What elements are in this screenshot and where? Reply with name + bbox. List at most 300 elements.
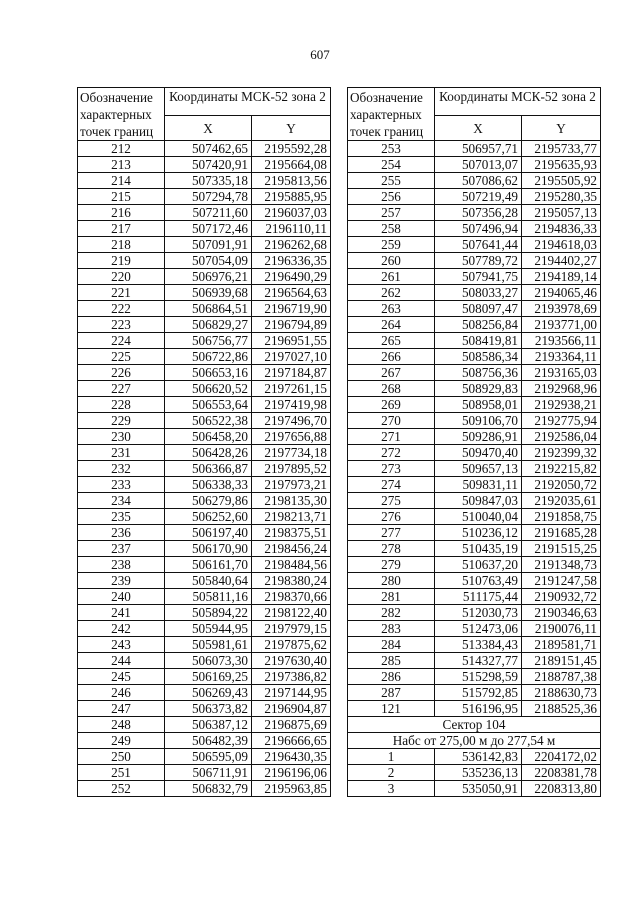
x-coordinate: 508097,47: [435, 301, 522, 317]
x-coordinate: 507420,91: [165, 157, 252, 173]
y-coordinate: 2196336,35: [252, 253, 331, 269]
x-coordinate: 510236,12: [435, 525, 522, 541]
table-row: [348, 141, 601, 157]
table-row: [78, 221, 331, 237]
y-coordinate: 2198370,66: [252, 589, 331, 605]
x-coordinate: 507086,62: [435, 173, 522, 189]
table-row: [78, 253, 331, 269]
y-coordinate: 2190932,72: [522, 589, 601, 605]
point-number: 254: [348, 157, 435, 173]
point-number: 281: [348, 589, 435, 605]
table-row: [348, 605, 601, 621]
point-number: 271: [348, 429, 435, 445]
y-coordinate: 2197144,95: [252, 685, 331, 701]
table-row: [348, 541, 601, 557]
point-number: 282: [348, 605, 435, 621]
y-coordinate: 2192968,96: [522, 381, 601, 397]
y-coordinate: 2197979,15: [252, 621, 331, 637]
table-row: [78, 317, 331, 333]
table-row: [78, 765, 331, 781]
y-coordinate: 2197895,52: [252, 461, 331, 477]
y-coordinate: 2192938,21: [522, 397, 601, 413]
y-coordinate: 2198135,30: [252, 493, 331, 509]
table-row: [78, 349, 331, 365]
x-coordinate: 506864,51: [165, 301, 252, 317]
point-number: 269: [348, 397, 435, 413]
x-coordinate: 506373,82: [165, 701, 252, 717]
table-row: [78, 605, 331, 621]
point-number: 219: [78, 253, 165, 269]
table-row: [348, 445, 601, 461]
y-coordinate: 2196490,29: [252, 269, 331, 285]
table-row: [348, 317, 601, 333]
point-number: 265: [348, 333, 435, 349]
table-row: [78, 637, 331, 653]
x-coordinate: 513384,43: [435, 637, 522, 653]
sector-row: [348, 717, 601, 733]
table-row: [78, 653, 331, 669]
y-coordinate: 2192399,32: [522, 445, 601, 461]
y-coordinate: 2197419,98: [252, 397, 331, 413]
x-coordinate: 507294,78: [165, 189, 252, 205]
point-number: 212: [78, 141, 165, 157]
point-number: 232: [78, 461, 165, 477]
point-number: 284: [348, 637, 435, 653]
y-coordinate: 2188525,36: [522, 701, 601, 717]
x-coordinate: 506653,16: [165, 365, 252, 381]
y-coordinate: 2197261,15: [252, 381, 331, 397]
x-coordinate: 511175,44: [435, 589, 522, 605]
x-coordinate: 509831,11: [435, 477, 522, 493]
point-number: 250: [78, 749, 165, 765]
x-coordinate: 506976,21: [165, 269, 252, 285]
x-coordinate: 505840,64: [165, 573, 252, 589]
header-y: Y: [252, 116, 331, 141]
y-coordinate: 2194618,03: [522, 237, 601, 253]
table-row: [348, 285, 601, 301]
y-coordinate: 2195733,77: [522, 141, 601, 157]
point-number: 241: [78, 605, 165, 621]
point-number: 275: [348, 493, 435, 509]
x-coordinate: 506957,71: [435, 141, 522, 157]
x-coordinate: 506939,68: [165, 285, 252, 301]
table-row: [78, 205, 331, 221]
table-row: [348, 493, 601, 509]
y-coordinate: 2204172,02: [522, 749, 601, 765]
point-number: 268: [348, 381, 435, 397]
table-row: [348, 157, 601, 173]
point-number: 229: [78, 413, 165, 429]
y-coordinate: 2193978,69: [522, 301, 601, 317]
point-number: 253: [348, 141, 435, 157]
y-coordinate: 2192050,72: [522, 477, 601, 493]
table-row: [78, 365, 331, 381]
table-row: [348, 189, 601, 205]
point-number: 277: [348, 525, 435, 541]
y-coordinate: 2192035,61: [522, 493, 601, 509]
y-coordinate: 2196110,11: [252, 221, 331, 237]
table-row: [348, 301, 601, 317]
y-coordinate: 2189151,45: [522, 653, 601, 669]
point-number: 233: [78, 477, 165, 493]
point-number: 223: [78, 317, 165, 333]
y-coordinate: 2197656,88: [252, 429, 331, 445]
x-coordinate: 506458,20: [165, 429, 252, 445]
point-number: 258: [348, 221, 435, 237]
y-coordinate: 2196262,68: [252, 237, 331, 253]
table-row: [78, 525, 331, 541]
x-coordinate: 507496,94: [435, 221, 522, 237]
x-coordinate: 505894,22: [165, 605, 252, 621]
y-coordinate: 2193771,00: [522, 317, 601, 333]
y-coordinate: 2194402,27: [522, 253, 601, 269]
y-coordinate: 2197027,10: [252, 349, 331, 365]
point-number: 246: [78, 685, 165, 701]
x-coordinate: 505811,16: [165, 589, 252, 605]
point-number: 273: [348, 461, 435, 477]
table-row: [348, 221, 601, 237]
table-row: [78, 285, 331, 301]
y-coordinate: 2196430,35: [252, 749, 331, 765]
table-row: [78, 461, 331, 477]
table-row: [348, 205, 601, 221]
x-coordinate: 535236,13: [435, 765, 522, 781]
table-row: [348, 637, 601, 653]
y-coordinate: 2197734,18: [252, 445, 331, 461]
x-coordinate: 506252,60: [165, 509, 252, 525]
sector-table-row: [348, 749, 601, 765]
point-number: 2: [348, 765, 435, 781]
table-row: [78, 669, 331, 685]
table-row: [78, 173, 331, 189]
point-number: 270: [348, 413, 435, 429]
y-coordinate: 2192215,82: [522, 461, 601, 477]
point-number: 251: [78, 765, 165, 781]
table-row: [78, 509, 331, 525]
y-coordinate: 2194065,46: [522, 285, 601, 301]
table-row: [348, 685, 601, 701]
point-number: 230: [78, 429, 165, 445]
point-number: 252: [78, 781, 165, 797]
x-coordinate: 507172,46: [165, 221, 252, 237]
point-number: 1: [348, 749, 435, 765]
x-coordinate: 506722,86: [165, 349, 252, 365]
x-coordinate: 509470,40: [435, 445, 522, 461]
coordinates-table-right: [347, 87, 601, 797]
x-coordinate: 507356,28: [435, 205, 522, 221]
table-row: [348, 701, 601, 717]
y-coordinate: 2193165,03: [522, 365, 601, 381]
x-coordinate: 507211,60: [165, 205, 252, 221]
x-coordinate: 509106,70: [435, 413, 522, 429]
x-coordinate: 506482,39: [165, 733, 252, 749]
x-coordinate: 507641,44: [435, 237, 522, 253]
point-number: 280: [348, 573, 435, 589]
y-coordinate: 2193364,11: [522, 349, 601, 365]
point-number: 256: [348, 189, 435, 205]
x-coordinate: 512473,06: [435, 621, 522, 637]
y-coordinate: 2196875,69: [252, 717, 331, 733]
point-number: 228: [78, 397, 165, 413]
y-coordinate: 2191685,28: [522, 525, 601, 541]
table-row: [348, 509, 601, 525]
point-number: 244: [78, 653, 165, 669]
x-coordinate: 507789,72: [435, 253, 522, 269]
point-number: 285: [348, 653, 435, 669]
table-row: [78, 141, 331, 157]
y-coordinate: 2198456,24: [252, 541, 331, 557]
x-coordinate: 506269,43: [165, 685, 252, 701]
point-number: 257: [348, 205, 435, 221]
y-coordinate: 2197973,21: [252, 477, 331, 493]
table-row: [348, 653, 601, 669]
point-number: 276: [348, 509, 435, 525]
point-number: 239: [78, 573, 165, 589]
table-row: [78, 413, 331, 429]
y-coordinate: 2198484,56: [252, 557, 331, 573]
point-number: 283: [348, 621, 435, 637]
table-row: [78, 301, 331, 317]
y-coordinate: 2188787,38: [522, 669, 601, 685]
page-number: 607: [310, 47, 330, 62]
table-row: [78, 749, 331, 765]
table-row: [78, 269, 331, 285]
y-coordinate: 2197630,40: [252, 653, 331, 669]
point-number: 260: [348, 253, 435, 269]
point-number: 234: [78, 493, 165, 509]
table-row: [78, 557, 331, 573]
header-x: X: [165, 116, 252, 141]
y-coordinate: 2195592,28: [252, 141, 331, 157]
point-number: 231: [78, 445, 165, 461]
y-coordinate: 2198122,40: [252, 605, 331, 621]
point-number: 266: [348, 349, 435, 365]
table-row: [78, 717, 331, 733]
y-coordinate: 2195505,92: [522, 173, 601, 189]
point-number: 287: [348, 685, 435, 701]
y-coordinate: 2189581,71: [522, 637, 601, 653]
right-table-body: [348, 141, 601, 797]
table-row: [348, 573, 601, 589]
table-row: [78, 445, 331, 461]
x-coordinate: 507941,75: [435, 269, 522, 285]
x-coordinate: 506279,86: [165, 493, 252, 509]
y-coordinate: 2196951,55: [252, 333, 331, 349]
y-coordinate: 2190076,11: [522, 621, 601, 637]
x-coordinate: 506522,38: [165, 413, 252, 429]
y-coordinate: 2196794,89: [252, 317, 331, 333]
x-coordinate: 506161,70: [165, 557, 252, 573]
point-number: 222: [78, 301, 165, 317]
sector-row: [348, 733, 601, 749]
point-number: 267: [348, 365, 435, 381]
point-number: 248: [78, 717, 165, 733]
x-coordinate: 508256,84: [435, 317, 522, 333]
x-coordinate: 506197,40: [165, 525, 252, 541]
x-coordinate: 506387,12: [165, 717, 252, 733]
x-coordinate: 506338,33: [165, 477, 252, 493]
y-coordinate: 2208313,80: [522, 781, 601, 797]
x-coordinate: 506595,09: [165, 749, 252, 765]
y-coordinate: 2195885,95: [252, 189, 331, 205]
point-number: 215: [78, 189, 165, 205]
x-coordinate: 507013,07: [435, 157, 522, 173]
x-coordinate: 506553,64: [165, 397, 252, 413]
y-coordinate: 2197875,62: [252, 637, 331, 653]
point-number: 249: [78, 733, 165, 749]
x-coordinate: 506170,90: [165, 541, 252, 557]
x-coordinate: 509847,03: [435, 493, 522, 509]
y-coordinate: 2191247,58: [522, 573, 601, 589]
y-coordinate: 2197386,82: [252, 669, 331, 685]
y-coordinate: 2191348,73: [522, 557, 601, 573]
y-coordinate: 2197496,70: [252, 413, 331, 429]
table-row: [78, 157, 331, 173]
y-coordinate: 2191515,25: [522, 541, 601, 557]
table-row: [78, 781, 331, 797]
y-coordinate: 2196666,65: [252, 733, 331, 749]
table-row: [78, 397, 331, 413]
x-coordinate: 506169,25: [165, 669, 252, 685]
y-coordinate: 2208381,78: [522, 765, 601, 781]
table-row: [78, 493, 331, 509]
x-coordinate: 510435,19: [435, 541, 522, 557]
y-coordinate: 2196719,90: [252, 301, 331, 317]
table-row: [78, 541, 331, 557]
y-coordinate: 2192775,94: [522, 413, 601, 429]
y-coordinate: 2188630,73: [522, 685, 601, 701]
table-row: [78, 621, 331, 637]
y-coordinate: 2198213,71: [252, 509, 331, 525]
x-coordinate: 506073,30: [165, 653, 252, 669]
point-number: 240: [78, 589, 165, 605]
table-row: [348, 365, 601, 381]
table-row: [78, 333, 331, 349]
table-row: [348, 173, 601, 189]
table-row: [348, 669, 601, 685]
point-number: 224: [78, 333, 165, 349]
x-coordinate: 507091,91: [165, 237, 252, 253]
point-number: 213: [78, 157, 165, 173]
header-coordinates: Координаты МСК-52 зона 2: [435, 88, 601, 116]
y-coordinate: 2196196,06: [252, 765, 331, 781]
sector-subtitle: Набс от 275,00 м до 277,54 м: [348, 733, 601, 749]
table-row: [348, 589, 601, 605]
point-number: 214: [78, 173, 165, 189]
x-coordinate: 512030,73: [435, 605, 522, 621]
table-row: [78, 685, 331, 701]
left-table-body: [78, 141, 331, 797]
point-number: 220: [78, 269, 165, 285]
x-coordinate: 507219,49: [435, 189, 522, 205]
point-number: 243: [78, 637, 165, 653]
point-number: 221: [78, 285, 165, 301]
table-row: [78, 189, 331, 205]
point-number: 238: [78, 557, 165, 573]
table-row: [348, 333, 601, 349]
y-coordinate: 2195813,56: [252, 173, 331, 189]
point-number: 261: [348, 269, 435, 285]
x-coordinate: 508756,36: [435, 365, 522, 381]
x-coordinate: 506829,27: [165, 317, 252, 333]
table-row: [348, 349, 601, 365]
point-number: 274: [348, 477, 435, 493]
table-row: [78, 573, 331, 589]
y-coordinate: 2195635,93: [522, 157, 601, 173]
point-number: 247: [78, 701, 165, 717]
y-coordinate: 2196564,63: [252, 285, 331, 301]
point-number: 235: [78, 509, 165, 525]
y-coordinate: 2195280,35: [522, 189, 601, 205]
point-number: 237: [78, 541, 165, 557]
table-row: [348, 269, 601, 285]
point-number: 217: [78, 221, 165, 237]
x-coordinate: 506832,79: [165, 781, 252, 797]
table-row: [348, 413, 601, 429]
x-coordinate: 508929,83: [435, 381, 522, 397]
x-coordinate: 507054,09: [165, 253, 252, 269]
point-number: 255: [348, 173, 435, 189]
coordinates-table-left: [77, 87, 331, 797]
x-coordinate: 515298,59: [435, 669, 522, 685]
y-coordinate: 2195664,08: [252, 157, 331, 173]
y-coordinate: 2191858,75: [522, 509, 601, 525]
table-row: [348, 429, 601, 445]
point-number: 3: [348, 781, 435, 797]
point-number: 225: [78, 349, 165, 365]
x-coordinate: 510763,49: [435, 573, 522, 589]
table-row: [348, 621, 601, 637]
table-row: [348, 237, 601, 253]
y-coordinate: 2195963,85: [252, 781, 331, 797]
sector-table-row: [348, 765, 601, 781]
x-coordinate: 536142,83: [435, 749, 522, 765]
point-number: 262: [348, 285, 435, 301]
y-coordinate: 2197184,87: [252, 365, 331, 381]
y-coordinate: 2194836,33: [522, 221, 601, 237]
point-number: 278: [348, 541, 435, 557]
x-coordinate: 508586,34: [435, 349, 522, 365]
x-coordinate: 510637,20: [435, 557, 522, 573]
table-row: [78, 381, 331, 397]
table-row: [348, 477, 601, 493]
table-row: [78, 429, 331, 445]
x-coordinate: 506620,52: [165, 381, 252, 397]
point-number: 245: [78, 669, 165, 685]
point-number: 216: [78, 205, 165, 221]
x-coordinate: 515792,85: [435, 685, 522, 701]
sector-table-row: [348, 781, 601, 797]
table-row: [348, 557, 601, 573]
header-designation: Обозначение характерных точек границ: [78, 88, 165, 141]
x-coordinate: 514327,77: [435, 653, 522, 669]
x-coordinate: 505981,61: [165, 637, 252, 653]
point-number: 286: [348, 669, 435, 685]
point-number: 218: [78, 237, 165, 253]
x-coordinate: 508033,27: [435, 285, 522, 301]
x-coordinate: 507335,18: [165, 173, 252, 189]
x-coordinate: 505944,95: [165, 621, 252, 637]
table-row: [78, 733, 331, 749]
point-number: 272: [348, 445, 435, 461]
x-coordinate: 507462,65: [165, 141, 252, 157]
sector-title: Сектор 104: [348, 717, 601, 733]
table-row: [78, 237, 331, 253]
point-number: 259: [348, 237, 435, 253]
y-coordinate: 2196037,03: [252, 205, 331, 221]
table-row: [348, 461, 601, 477]
x-coordinate: 535050,91: [435, 781, 522, 797]
